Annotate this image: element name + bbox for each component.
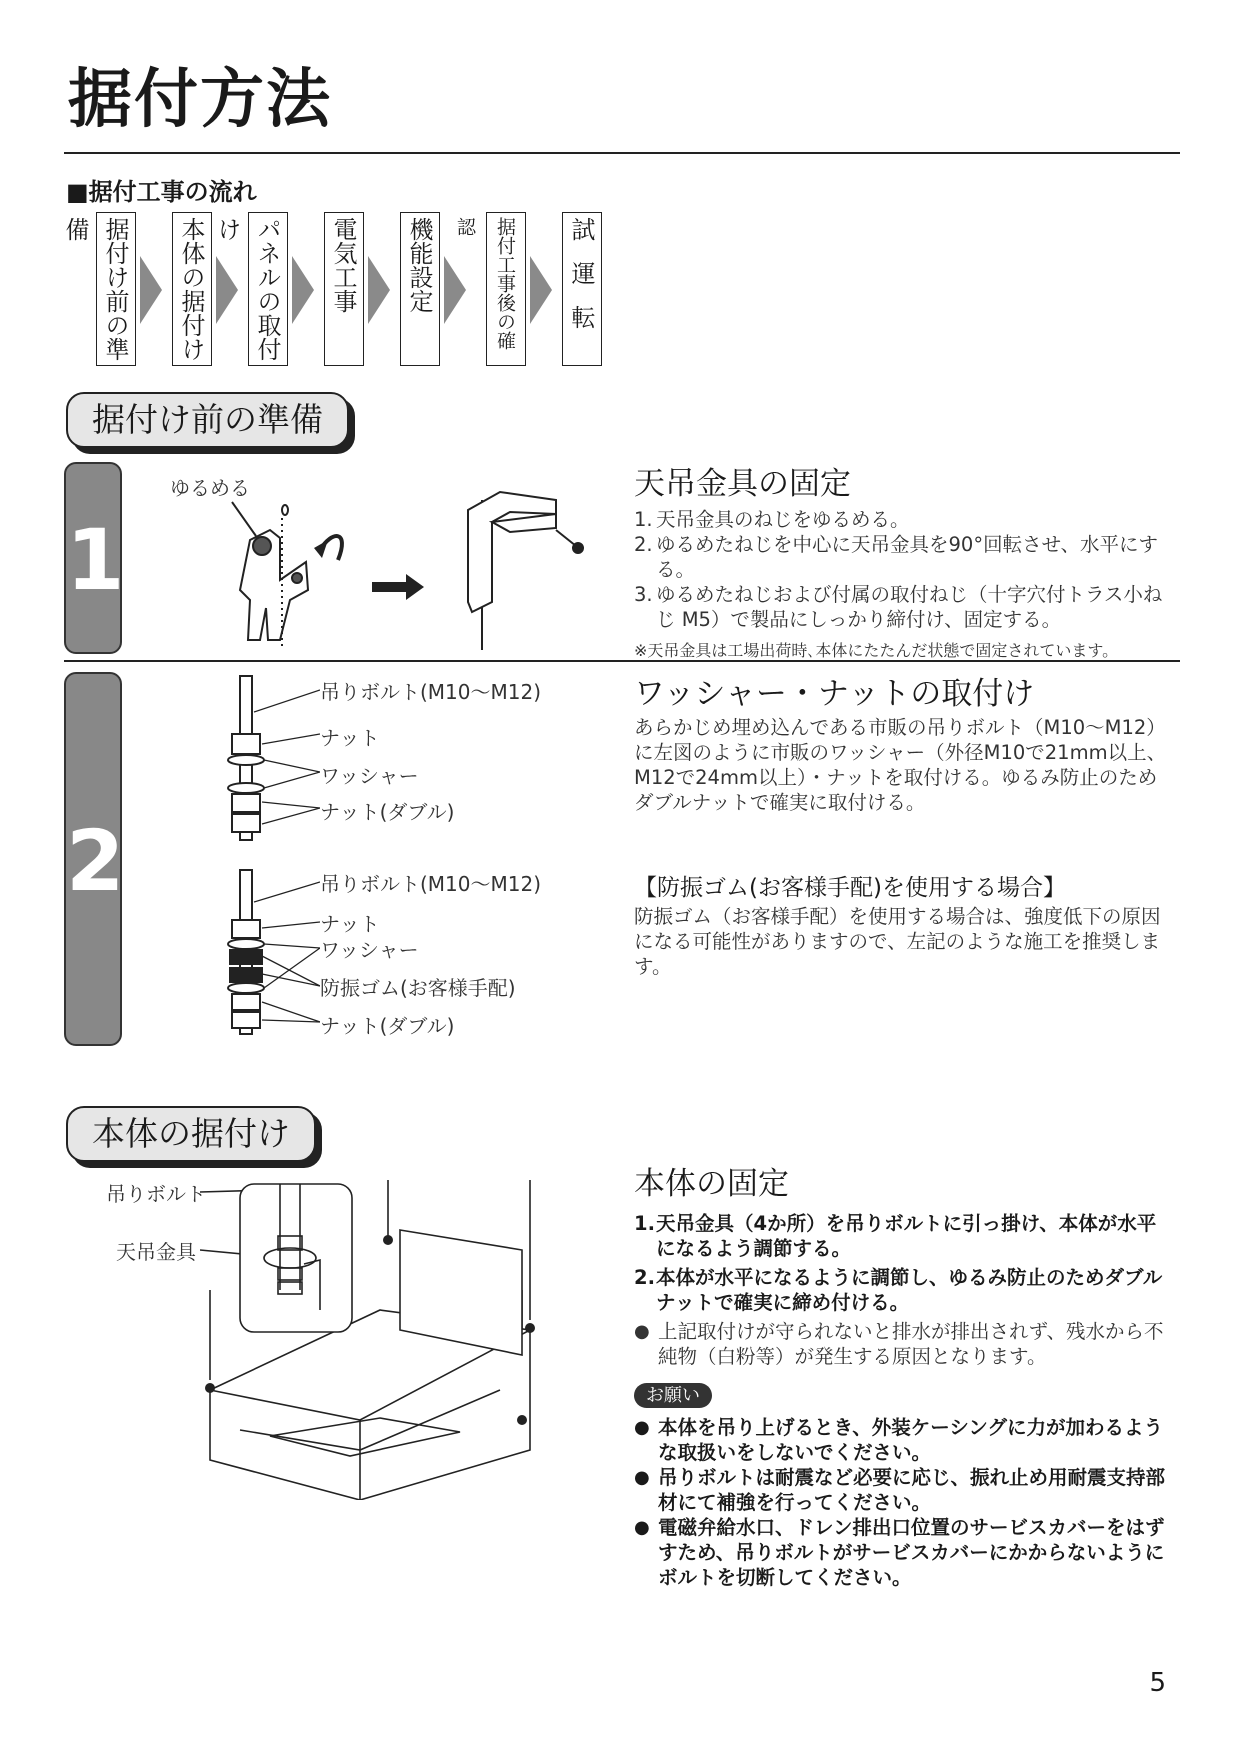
list-item: ● 本体を吊り上げるとき、外装ケーシングに力が加わるような取扱いをしないでください。 bbox=[634, 1415, 1170, 1465]
flow-step-test-run: 試運転 bbox=[562, 212, 602, 366]
request-section bbox=[634, 1381, 1170, 1407]
washer-label: ワッシャー bbox=[320, 938, 419, 962]
double-nut-label: ナット(ダブル) bbox=[320, 800, 455, 824]
rubber-subheading: 【防振ゴム(お客様手配)を使用する場合】 bbox=[634, 875, 1066, 901]
bracket-rotation-diagram bbox=[210, 490, 610, 660]
nut-label: ナット bbox=[320, 726, 380, 750]
double-nut-label: ナット(ダブル) bbox=[320, 1014, 455, 1038]
page-title: 据付方法 bbox=[68, 63, 332, 137]
loosen-label: ゆるめる bbox=[170, 476, 250, 500]
arrow-right-icon bbox=[216, 256, 238, 324]
flow-step-preparation: 据付け前の準備 bbox=[96, 212, 136, 366]
step-number-tab: 2 bbox=[64, 672, 122, 1046]
nut-label: ナット bbox=[320, 912, 380, 936]
request-list bbox=[634, 1415, 1170, 1590]
list-item: ● 上記取付けが守られないと排水が排出されず、残水から不純物（白粉等）が発生する原因となります。 bbox=[634, 1319, 1170, 1369]
hanging-bolt-label: 吊りボルト(M10〜M12) bbox=[320, 872, 542, 896]
step-divider bbox=[64, 660, 1180, 662]
section-label-mount-unit: 本体の据付け bbox=[66, 1106, 316, 1162]
bolt-washer-diagram bbox=[220, 672, 320, 1042]
step2-body: あらかじめ埋め込んである市販の吊りボルト（M10〜M12）に左図のように市販のワッシャー（外径M10で21mm以上、M12で24mm以上）・ナットを取付ける。ゆるみ防止のためダブルナットで確実に取付ける。 bbox=[634, 716, 1167, 814]
step1-note: ※天吊金具は工場出荷時､本体にたたんだ状態で固定されています。 bbox=[634, 641, 1119, 660]
page-number: 5 bbox=[1149, 1668, 1166, 1698]
list-item: 2. ゆるめたねじを中心に天吊金具を90°回転させ、水平にする。 bbox=[634, 533, 1158, 581]
arrow-right-icon bbox=[530, 256, 552, 324]
arrow-right-icon bbox=[140, 256, 162, 324]
request-badge: お願い bbox=[634, 1383, 712, 1408]
list-item: 2. 本体が水平になるように調節し、ゆるみ防止のためダブルナットで確実に締め付ける。 bbox=[634, 1266, 1163, 1314]
step1-heading: 天吊金具の固定 bbox=[634, 466, 851, 502]
flow-step-panel: パネルの取付け bbox=[248, 212, 288, 366]
washer-label: ワッシャー bbox=[320, 764, 419, 788]
step1-list bbox=[634, 507, 1170, 632]
step2-heading: ワッシャー・ナットの取付け bbox=[634, 676, 1035, 712]
rubber-label: 防振ゴム(お客様手配) bbox=[320, 976, 516, 1000]
section-label-preparation: 据付け前の準備 bbox=[66, 392, 349, 448]
list-item: ● 吊りボルトは耐震など必要に応じ、振れ止め用耐震支持部材にて補強を行ってください。 bbox=[634, 1465, 1170, 1515]
list-item: 1. 天吊金具のねじをゆるめる。 bbox=[634, 508, 910, 531]
flow-step-inspection: 据付工事後の確認 bbox=[486, 212, 526, 366]
hanging-bolt-label: 吊りボルト bbox=[106, 1182, 206, 1206]
list-item: 3. ゆるめたねじおよび付属の取付ねじ（十字穴付トラス小ねじ M5）で製品にしっかり締付け、固定する。 bbox=[634, 583, 1163, 631]
step-number-tab: 1 bbox=[64, 462, 122, 654]
arrow-right-icon bbox=[368, 256, 390, 324]
hanging-bolt-label: 吊りボルト(M10〜M12) bbox=[320, 680, 542, 704]
rubber-body: 防振ゴム（お客様手配）を使用する場合は、強度低下の原因になる可能性がありますので、左記のような施工を推奨します。 bbox=[634, 905, 1161, 978]
caution-list bbox=[634, 1319, 1170, 1369]
step2-instructions bbox=[634, 668, 1170, 979]
title-rule bbox=[64, 152, 1180, 154]
step1-instructions bbox=[634, 458, 1170, 661]
flow-step-mount-unit: 本体の据付け bbox=[172, 212, 212, 366]
mount-unit-instructions bbox=[634, 1158, 1170, 1590]
mount-unit-list bbox=[634, 1211, 1170, 1315]
flow-heading: ■据付工事の流れ bbox=[66, 178, 257, 206]
mount-unit-heading: 本体の固定 bbox=[634, 1166, 789, 1202]
flow-step-electrical: 電気工事 bbox=[324, 212, 364, 366]
unit-mounting-diagram bbox=[200, 1180, 540, 1500]
list-item: ● 電磁弁給水口、ドレン排出口位置のサービスカバーをはずすため、吊りボルトがサービスカバーにかからないようにボルトを切断してください。 bbox=[634, 1515, 1170, 1590]
bracket-label: 天吊金具 bbox=[116, 1240, 196, 1264]
list-item: 1. 天吊金具（4か所）を吊りボルトに引っ掛け、本体が水平になるよう調節する。 bbox=[634, 1212, 1157, 1260]
flow-step-settings: 機能設定 bbox=[400, 212, 440, 366]
arrow-right-icon bbox=[292, 256, 314, 324]
arrow-right-icon bbox=[444, 256, 466, 324]
